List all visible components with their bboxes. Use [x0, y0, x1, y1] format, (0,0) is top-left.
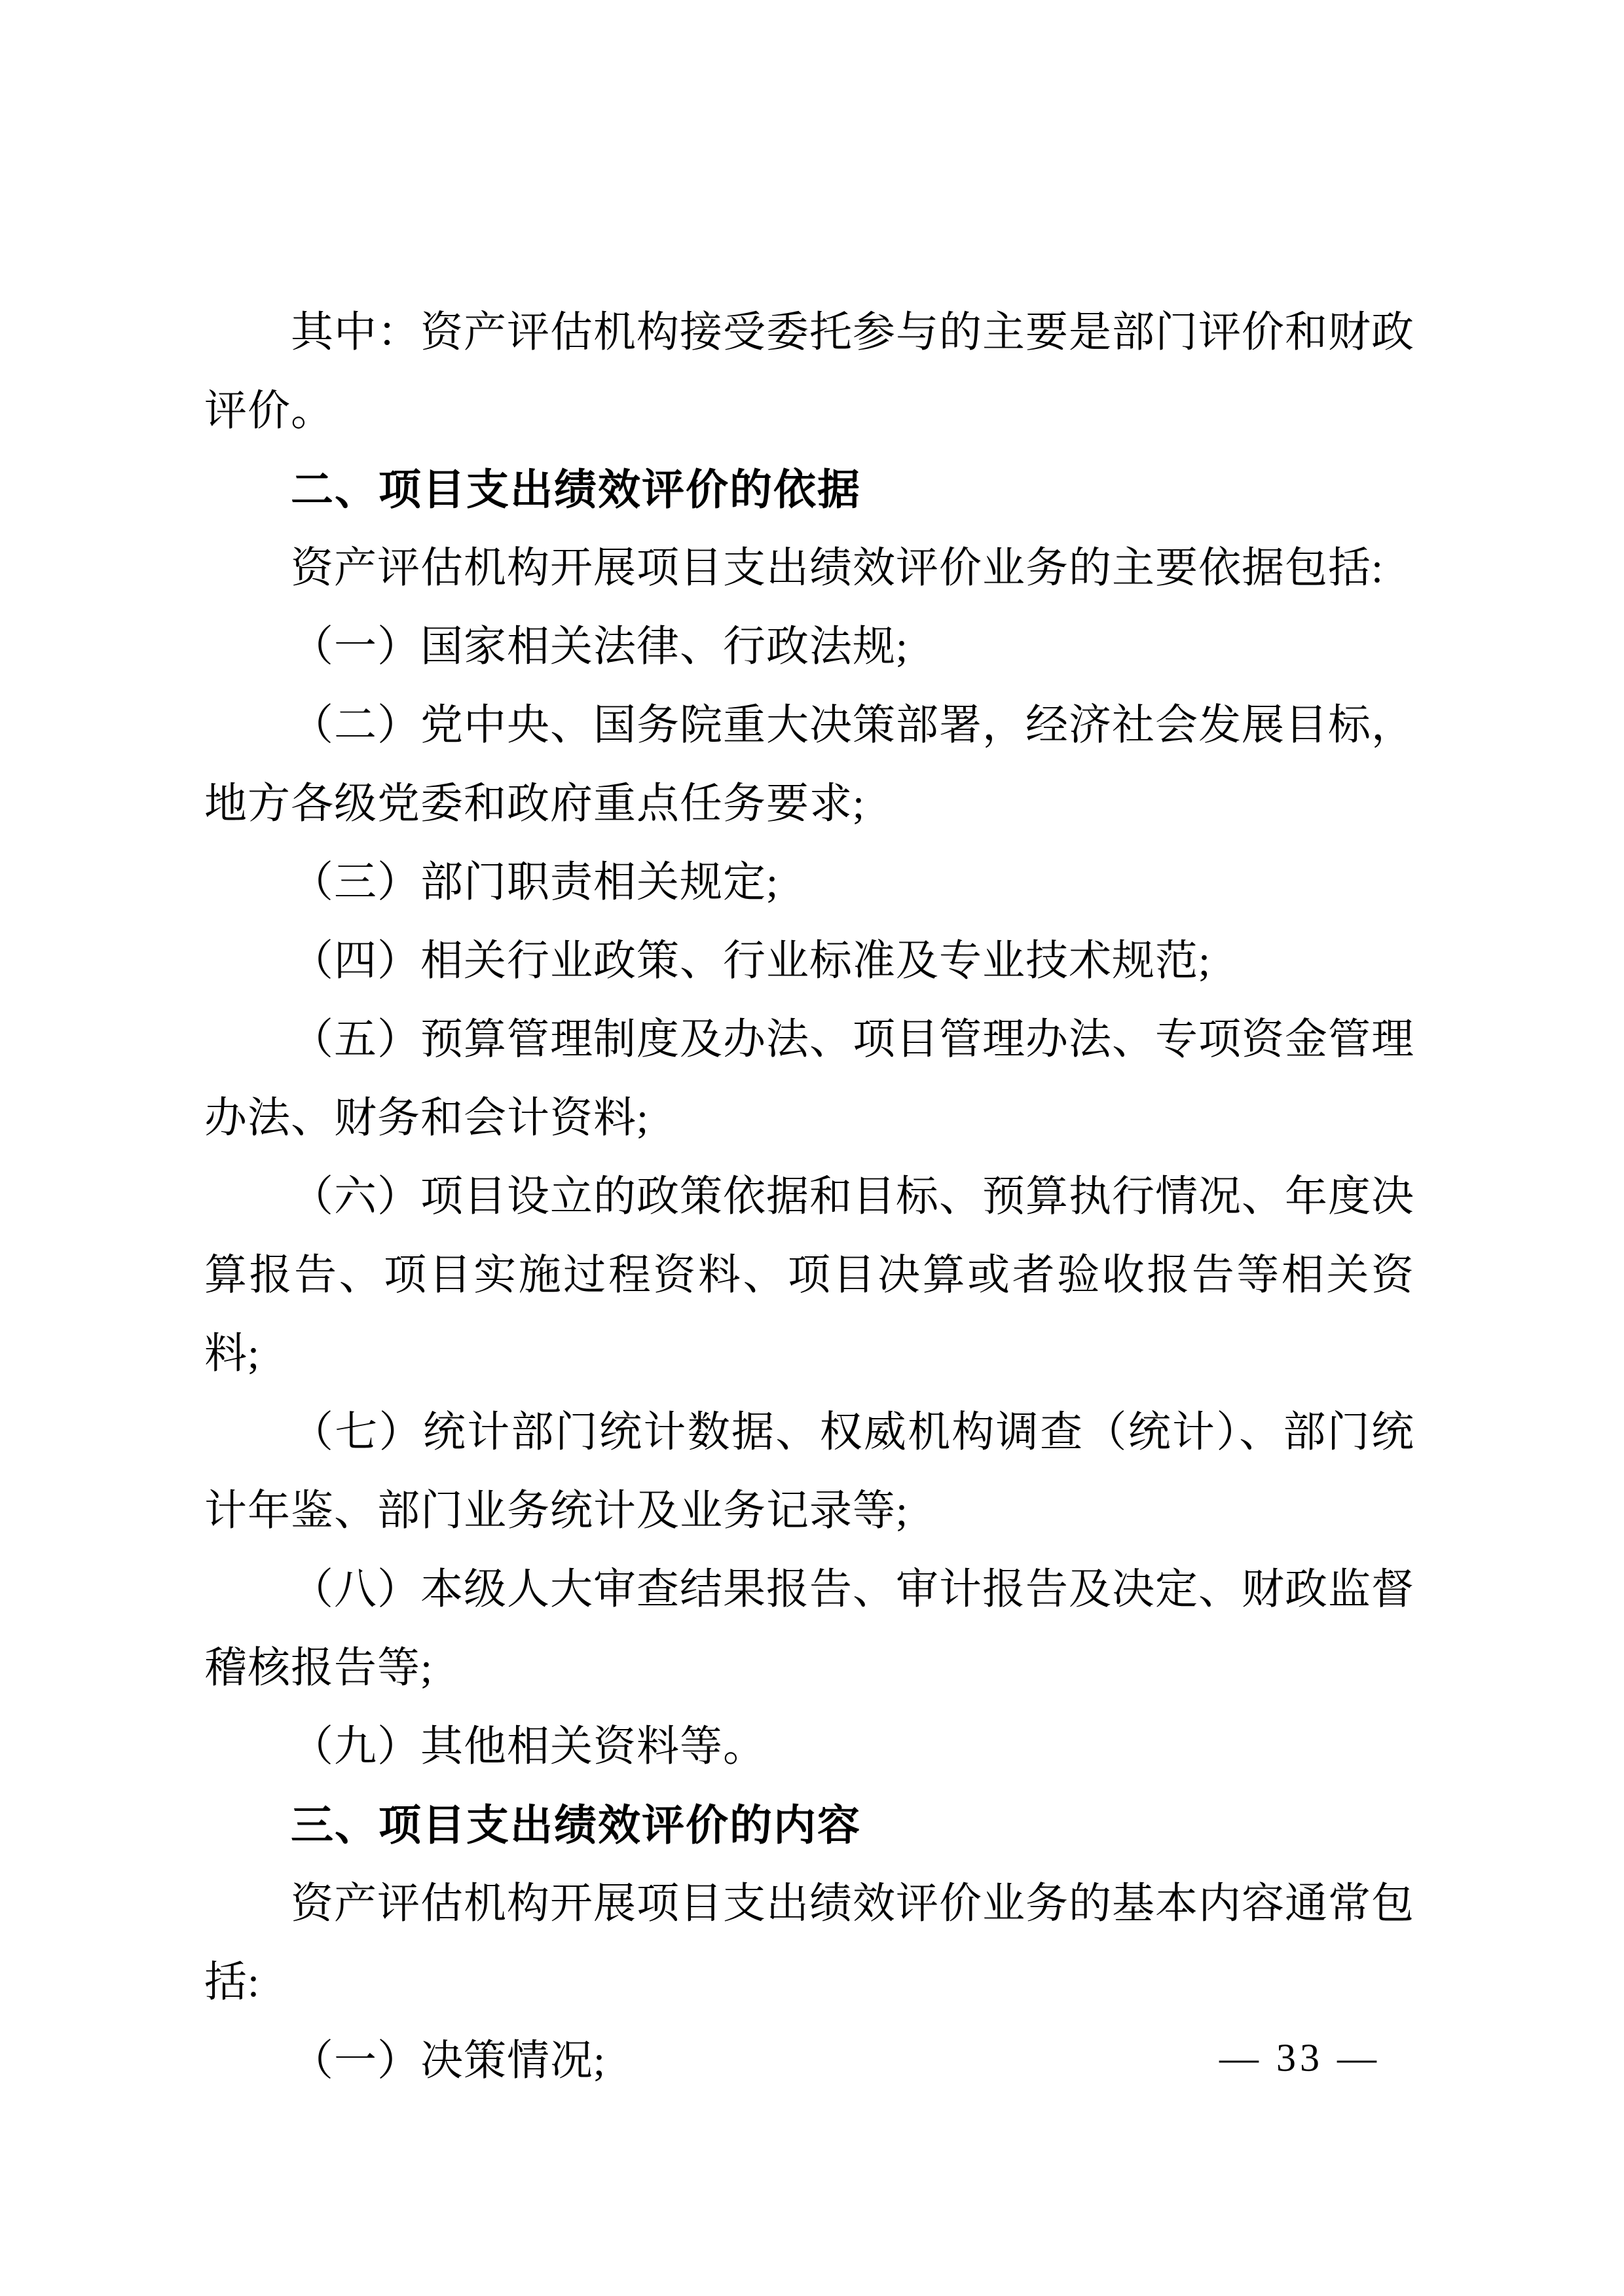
list-item: （五）预算管理制度及办法、项目管理办法、专项资金管理办法、财务和会计资料;: [204, 1016, 1415, 1142]
list-item: （一）国家相关法律、行政法规;: [291, 623, 909, 670]
list-item: （二）党中央、国务院重大决策部署，经济社会发展目标，地方各级党委和政府重点任务要求;: [204, 702, 1415, 828]
section-heading: 三、项目支出绩效评价的内容: [291, 1801, 862, 1849]
body-paragraph: 其中：资产评估机构接受委托参与的主要是部门评价和财政评价。: [204, 309, 1415, 435]
body-paragraph: 资产评估机构开展项目支出绩效评价业务的基本内容通常包括:: [204, 1880, 1415, 2006]
list-item: （六）项目设立的政策依据和目标、预算执行情况、年度决算报告、项目实施过程资料、项目决算或者验收报告等相关资料;: [204, 1173, 1415, 1377]
body-paragraph: 资产评估机构开展项目支出绩效评价业务的主要依据包括:: [291, 545, 1384, 592]
list-item: （一）决策情况;: [291, 2037, 606, 2085]
list-item: （三）部门职责相关规定;: [291, 859, 779, 906]
document-body: [204, 293, 1414, 2100]
list-item: （九）其他相关资料等。: [291, 1723, 767, 1770]
list-item: （八）本级人大审查结果报告、审计报告及决定、财政监督稽核报告等;: [204, 1566, 1415, 1692]
list-item: （七）统计部门统计数据、权威机构调查（统计）、部门统计年鉴、部门业务统计及业务记录等;: [204, 1409, 1414, 1535]
page-number: — 33 —: [1219, 2036, 1380, 2079]
section-heading: 二、项目支出绩效评价的依据: [291, 465, 862, 513]
list-item: （四）相关行业政策、行业标准及专业技术规范;: [291, 938, 1211, 985]
